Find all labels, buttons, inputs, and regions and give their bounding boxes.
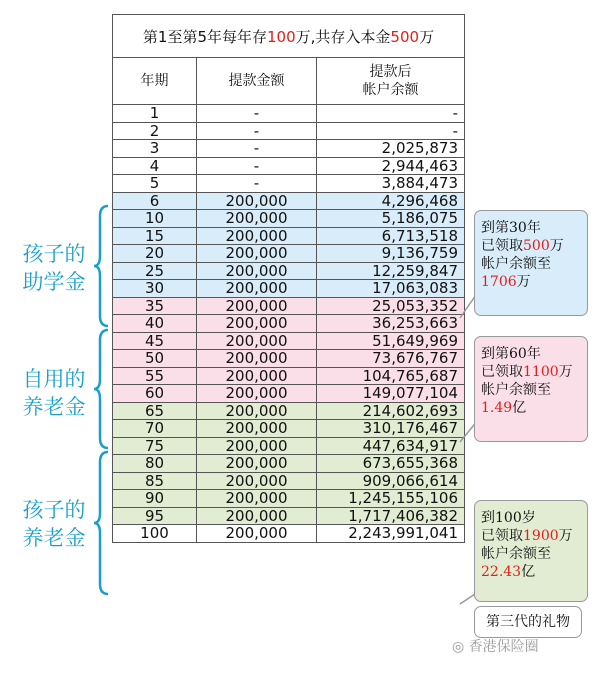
label-own-pension: 自用的 养老金 (22, 367, 86, 419)
cell-amount: 200,000 (197, 210, 317, 228)
cell-year: 40 (113, 315, 197, 333)
table-row (113, 140, 465, 158)
cell-amount: 200,000 (197, 332, 317, 350)
cell-amount: 200,000 (197, 297, 317, 315)
table-row (113, 507, 465, 525)
header-balance: 提款后 帐户余额 (317, 58, 465, 105)
table-row (113, 472, 465, 490)
cell-balance: 9,136,759 (317, 245, 465, 263)
cell-amount: 200,000 (197, 367, 317, 385)
cell-balance: 2,944,463 (317, 157, 465, 175)
brace-own-pension (92, 328, 110, 450)
table-row (113, 280, 465, 298)
table-row (113, 367, 465, 385)
table-row (113, 385, 465, 403)
cell-year: 65 (113, 402, 197, 420)
cell-year: 30 (113, 280, 197, 298)
cell-amount: 200,000 (197, 525, 317, 543)
cell-year: 75 (113, 437, 197, 455)
table-row (113, 175, 465, 193)
cell-amount: 200,000 (197, 350, 317, 368)
cell-amount: 200,000 (197, 280, 317, 298)
cell-year: 50 (113, 350, 197, 368)
table-row (113, 490, 465, 508)
cell-year: 5 (113, 175, 197, 193)
table-row (113, 245, 465, 263)
cell-amount: 200,000 (197, 490, 317, 508)
cell-balance: 36,253,663 (317, 315, 465, 333)
cell-amount: 200,000 (197, 507, 317, 525)
cell-balance: 104,765,687 (317, 367, 465, 385)
cell-amount: 200,000 (197, 227, 317, 245)
cell-year: 95 (113, 507, 197, 525)
cell-balance: 5,186,075 (317, 210, 465, 228)
table-row (113, 455, 465, 473)
table-row (113, 402, 465, 420)
table-row (113, 262, 465, 280)
cell-year: 15 (113, 227, 197, 245)
table-row (113, 332, 465, 350)
cell-balance: 1,245,155,106 (317, 490, 465, 508)
cell-amount: 200,000 (197, 455, 317, 473)
cell-balance: 447,634,917 (317, 437, 465, 455)
table-row (113, 122, 465, 140)
callout-year-60: 到第60年 已领取1100万 帐户余额至 1.49亿 (474, 336, 588, 442)
cell-amount: 200,000 (197, 192, 317, 210)
label-child-pension: 孩子的 养老金 (22, 498, 86, 550)
savings-table (112, 14, 465, 543)
wechat-icon: ◎ (452, 639, 465, 655)
cell-amount: - (197, 122, 317, 140)
cell-balance: 4,296,468 (317, 192, 465, 210)
cell-amount: 200,000 (197, 315, 317, 333)
cell-balance: 6,713,518 (317, 227, 465, 245)
callout-age-100: 到100岁 已领取1900万 帐户余额至 22.43亿 (474, 500, 588, 602)
cell-amount: 200,000 (197, 385, 317, 403)
table-row (113, 105, 465, 123)
cell-year: 55 (113, 367, 197, 385)
cell-year: 100 (113, 525, 197, 543)
cell-balance: 673,655,368 (317, 455, 465, 473)
cell-year: 85 (113, 472, 197, 490)
header-amount: 提款金额 (197, 58, 317, 105)
cell-balance: 149,077,104 (317, 385, 465, 403)
cell-balance: - (317, 105, 465, 123)
cell-amount: 200,000 (197, 245, 317, 263)
header-year: 年期 (113, 58, 197, 105)
table-title: 第1至第5年每年存100万,共存入本金500万 (113, 15, 465, 58)
table-row (113, 437, 465, 455)
cell-amount: - (197, 140, 317, 158)
table-row (113, 192, 465, 210)
cell-balance: 2,025,873 (317, 140, 465, 158)
label-education-fund: 孩子的 助学金 (22, 242, 86, 294)
cell-year: 10 (113, 210, 197, 228)
table-body (113, 105, 465, 543)
cell-balance: 51,649,969 (317, 332, 465, 350)
cell-balance: 17,063,083 (317, 280, 465, 298)
cell-year: 60 (113, 385, 197, 403)
callout-third-generation-gift: 第三代的礼物 (474, 606, 582, 638)
brace-education (92, 204, 110, 328)
cell-amount: 200,000 (197, 420, 317, 438)
watermark: ◎ 香港保险圈 (452, 639, 539, 655)
brace-child-pension (92, 450, 110, 596)
cell-amount: 200,000 (197, 402, 317, 420)
cell-amount: 200,000 (197, 472, 317, 490)
cell-amount: 200,000 (197, 262, 317, 280)
cell-balance: 12,259,847 (317, 262, 465, 280)
cell-year: 35 (113, 297, 197, 315)
cell-year: 80 (113, 455, 197, 473)
cell-balance: 310,176,467 (317, 420, 465, 438)
cell-amount: 200,000 (197, 437, 317, 455)
cell-year: 3 (113, 140, 197, 158)
cell-year: 45 (113, 332, 197, 350)
cell-amount: - (197, 175, 317, 193)
table-row (113, 227, 465, 245)
cell-year: 25 (113, 262, 197, 280)
cell-balance: 3,884,473 (317, 175, 465, 193)
table-row (113, 297, 465, 315)
savings-table-wrapper (112, 14, 464, 543)
cell-year: 2 (113, 122, 197, 140)
table-row (113, 157, 465, 175)
cell-year: 20 (113, 245, 197, 263)
cell-year: 1 (113, 105, 197, 123)
cell-balance: 909,066,614 (317, 472, 465, 490)
cell-amount: - (197, 157, 317, 175)
cell-balance: 25,053,352 (317, 297, 465, 315)
table-row (113, 210, 465, 228)
table-row (113, 315, 465, 333)
cell-balance: 214,602,693 (317, 402, 465, 420)
cell-balance: 1,717,406,382 (317, 507, 465, 525)
cell-year: 4 (113, 157, 197, 175)
callout-year-30: 到第30年 已领取500万 帐户余额至 1706万 (474, 210, 588, 316)
table-row (113, 525, 465, 543)
table-row (113, 350, 465, 368)
cell-year: 70 (113, 420, 197, 438)
cell-balance: - (317, 122, 465, 140)
cell-year: 6 (113, 192, 197, 210)
table-row (113, 420, 465, 438)
cell-amount: - (197, 105, 317, 123)
cell-balance: 73,676,767 (317, 350, 465, 368)
cell-balance: 2,243,991,041 (317, 525, 465, 543)
cell-year: 90 (113, 490, 197, 508)
